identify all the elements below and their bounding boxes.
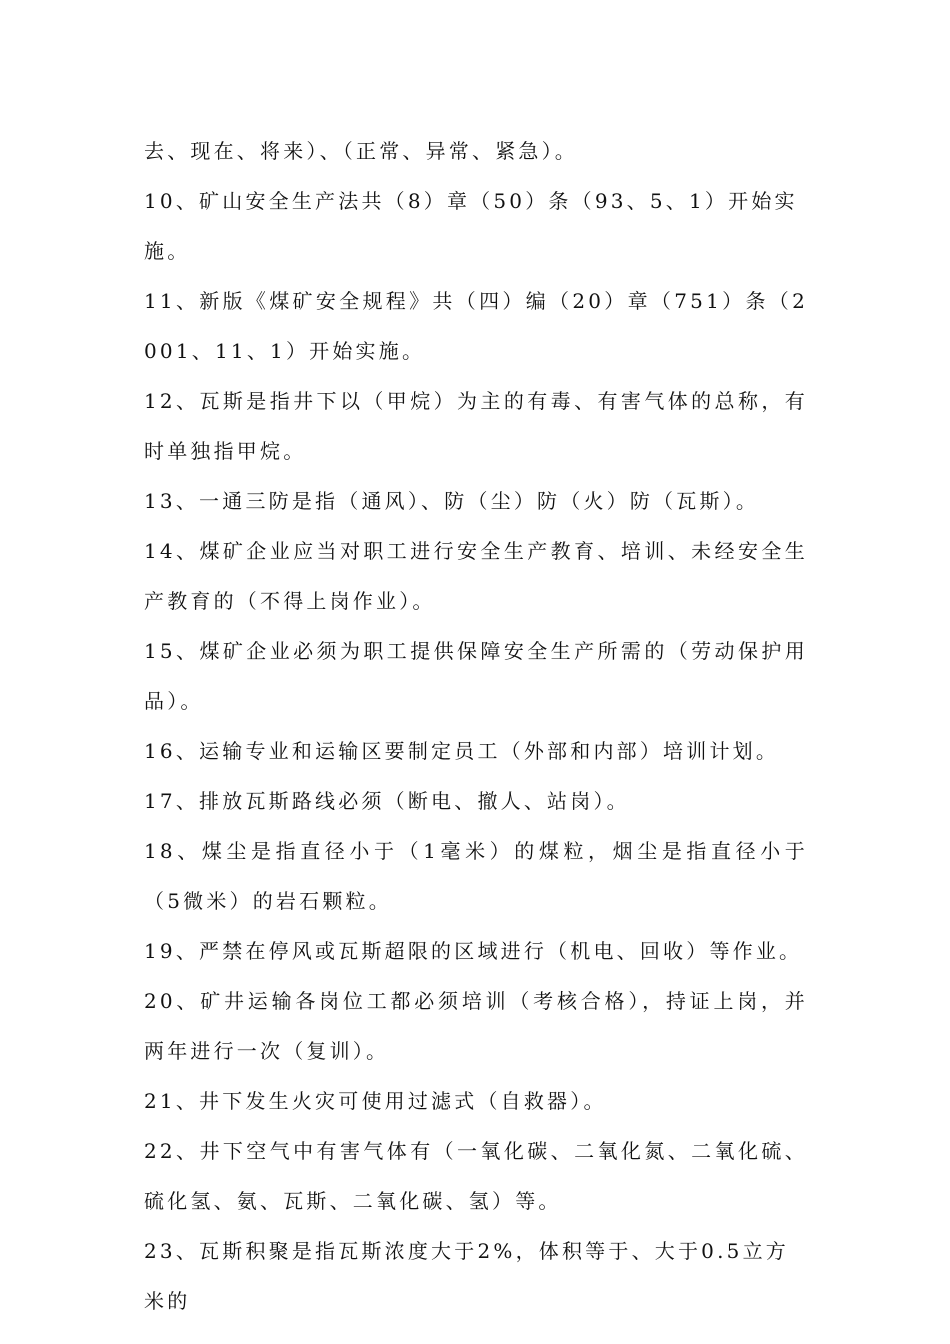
paragraph-item-23: 23、瓦斯积聚是指瓦斯浓度大于2%，体积等于、大于0.5立方米的 <box>144 1239 789 1313</box>
paragraph-continuation: 去、现在、将来）、（正常、异常、紧急）。 <box>144 139 578 163</box>
paragraph-item-20: 20、矿井运输各岗位工都必须培训（考核合格），持证上岗，并两年进行一次（复训）。 <box>144 989 808 1063</box>
paragraph-item-14: 14、煤矿企业应当对职工进行安全生产教育、培训、未经安全生产教育的（不得上岗作业）。 <box>144 539 808 613</box>
paragraph-item-12: 12、瓦斯是指井下以（甲烷）为主的有毒、有害气体的总称，有时单独指甲烷。 <box>144 389 808 463</box>
paragraph-item-18: 18、煤尘是指直径小于（1毫米）的煤粒，烟尘是指直径小于（5微米）的岩石颗粒。 <box>144 839 808 913</box>
paragraph-item-17: 17、排放瓦斯路线必须（断电、撤人、站岗）。 <box>144 789 630 813</box>
document-body <box>144 126 808 1326</box>
paragraph-item-21: 21、井下发生火灾可使用过滤式（自救器）。 <box>144 1089 607 1113</box>
paragraph-item-10: 10、矿山安全生产法共（8）章（50）条（93、5、1）开始实施。 <box>144 189 798 263</box>
paragraph-item-16: 16、运输专业和运输区要制定员工（外部和内部）培训计划。 <box>144 739 780 763</box>
paragraph-item-15: 15、煤矿企业必须为职工提供保障安全生产所需的（劳动保护用品）。 <box>144 639 808 713</box>
paragraph-item-22: 22、井下空气中有害气体有（一氧化碳、二氧化氮、二氧化硫、硫化氢、氨、瓦斯、二氧化碳、氢）等。 <box>144 1139 808 1213</box>
paragraph-item-13: 13、一通三防是指（通风）、防（尘）防（火）防（瓦斯）。 <box>144 489 760 513</box>
paragraph-item-11: 11、新版《煤矿安全规程》共（四）编（20）章（751）条（2001、11、1）开始实施。 <box>144 289 808 363</box>
paragraph-item-19: 19、严禁在停风或瓦斯超限的区域进行（机电、回收）等作业。 <box>144 939 803 963</box>
